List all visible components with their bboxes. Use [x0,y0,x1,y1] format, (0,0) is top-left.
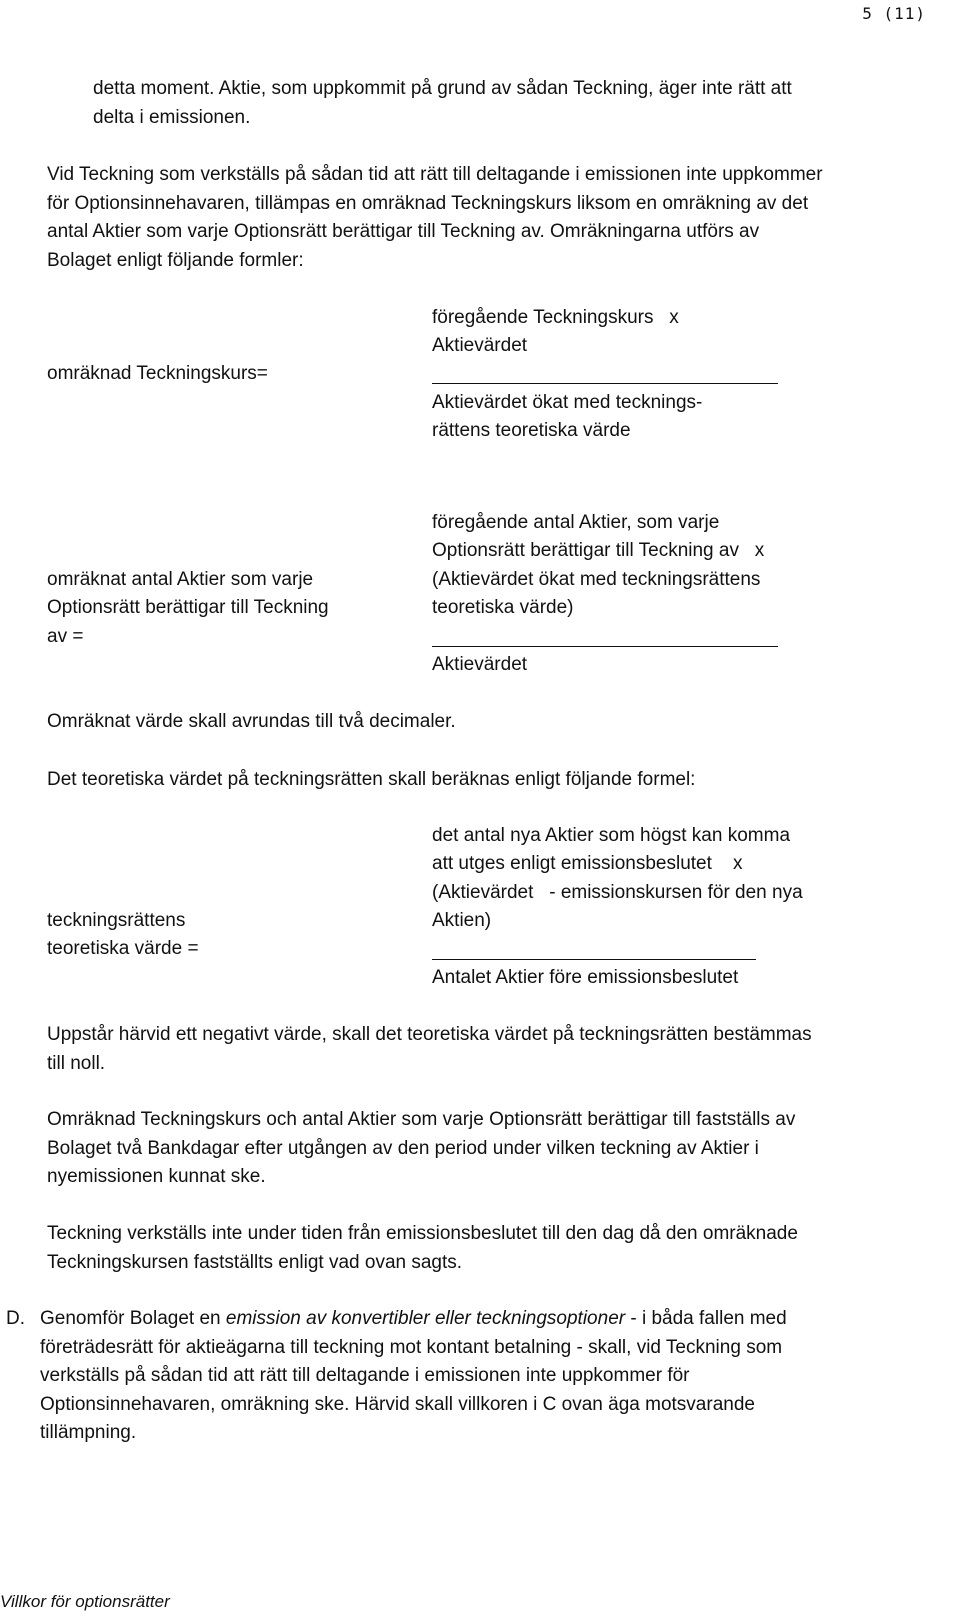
formula-label: omräknad Teckningskurs= [47,363,268,384]
formula-numerator: föregående Teckningskurs x [432,307,679,328]
fraction-line [432,646,778,647]
emphasis-text: emission av konvertibler eller teckningsoptioner [225,1308,626,1329]
text-line: nyemissionen kunnat ske. [47,1166,266,1187]
item-d-text [40,1305,787,1448]
formula-denominator: Antalet Aktier före emissionsbeslutet [432,967,739,988]
text-line: tillämpning. [40,1422,137,1443]
text-run: Genomför Bolaget en [40,1308,226,1329]
formula-label: teoretiska värde = [47,938,199,959]
fraction-line [432,383,778,384]
formula-numerator: Optionsrätt berättigar till Teckning av x [432,540,765,561]
item-letter: D. [6,1308,25,1329]
text-line: Vid Teckning som verkställs på sådan tid att rätt till deltagande i emissionen inte uppkommer [47,164,823,185]
formula-numerator: det antal nya Aktier som högst kan komma [432,825,791,846]
paragraph-determination [47,1106,795,1192]
text-line: Omräknad Teckningskurs och antal Aktier som varje Optionsrätt berättigar till fastställs av [47,1109,796,1130]
paragraph-continuation [93,75,792,132]
rounding-note: Omräknat värde skall avrundas till två decimaler. [47,711,456,732]
text-line: Uppstår härvid ett negativt värde, skall det teoretiska värdet på teckningsrätten bestämmas [47,1024,812,1045]
text-line: Bolaget enligt följande formler: [47,249,304,271]
text-line [40,1305,787,1334]
formula-numerator: (Aktievärdet ökat med teckningsrättens [432,569,761,590]
formula-numerator: Aktievärdet [432,335,528,356]
text-line: detta moment. Aktie, som uppkommit på grund av sådan Teckning, äger inte rätt att [93,78,792,99]
text-run: - i båda fallen med [625,1308,787,1329]
text-line: Bolaget två Bankdagar efter utgången av den period under vilken teckning av Aktier i [47,1137,759,1159]
text-line: för Optionsinnehavaren, tillämpas en omräknad Teckningskurs liksom en omräkning av det [47,192,809,214]
formula-denominator: Aktievärdet ökat med tecknings- [432,392,703,413]
paragraph-negative-value [47,1021,812,1078]
formula-numerator: teoretiska värde) [432,597,574,618]
formula-label: Optionsrätt berättigar till Teckning [47,597,329,618]
formula-numerator: Aktien) [432,910,492,931]
formula-label: teckningsrättens [47,910,186,931]
formula-numerator: föregående antal Aktier, som varje [432,512,720,533]
formula-intro: Det teoretiska värdet på teckningsrätten skall beräknas enligt följande formel: [47,769,696,790]
footer-title: Villkor för optionsrätter [0,1591,170,1611]
text-line: Teckningskursen fastställts enligt vad ovan sagts. [47,1251,463,1273]
text-line: företrädesrätt för aktieägarna till teckning mot kontant betalning - skall, vid Teckning som [40,1336,783,1358]
text-line: antal Aktier som varje Optionsrätt berättigar till Teckning av. Omräkningarna utförs av [47,221,760,242]
text-line: verkställs på sådan tid att rätt till deltagande i emissionen inte uppkommer för [40,1365,690,1386]
text-line: delta i emissionen. [93,106,251,128]
text-line: Optionsinnehavaren, omräkning ske. Härvid skall villkoren i C ovan äga motsvarande [40,1393,755,1415]
text-line: till noll. [47,1052,106,1074]
page-number: 5 (11) [862,4,926,23]
fraction-line [432,959,756,960]
formula-label: av = [47,626,84,647]
formula-denominator: Aktievärdet [432,654,528,675]
formula-denominator: rättens teoretiska värde [432,420,631,441]
formula-label: omräknat antal Aktier som varje [47,569,314,590]
formula-numerator: att utges enligt emissionsbeslutet x [432,853,743,874]
paragraph-subscription-period [47,1220,798,1277]
text-line: Teckning verkställs inte under tiden från emissionsbeslutet till den dag då den omräknade [47,1223,798,1244]
paragraph-recalculation [47,161,823,275]
formula-numerator: (Aktievärdet - emissionskursen för den nya [432,882,803,903]
